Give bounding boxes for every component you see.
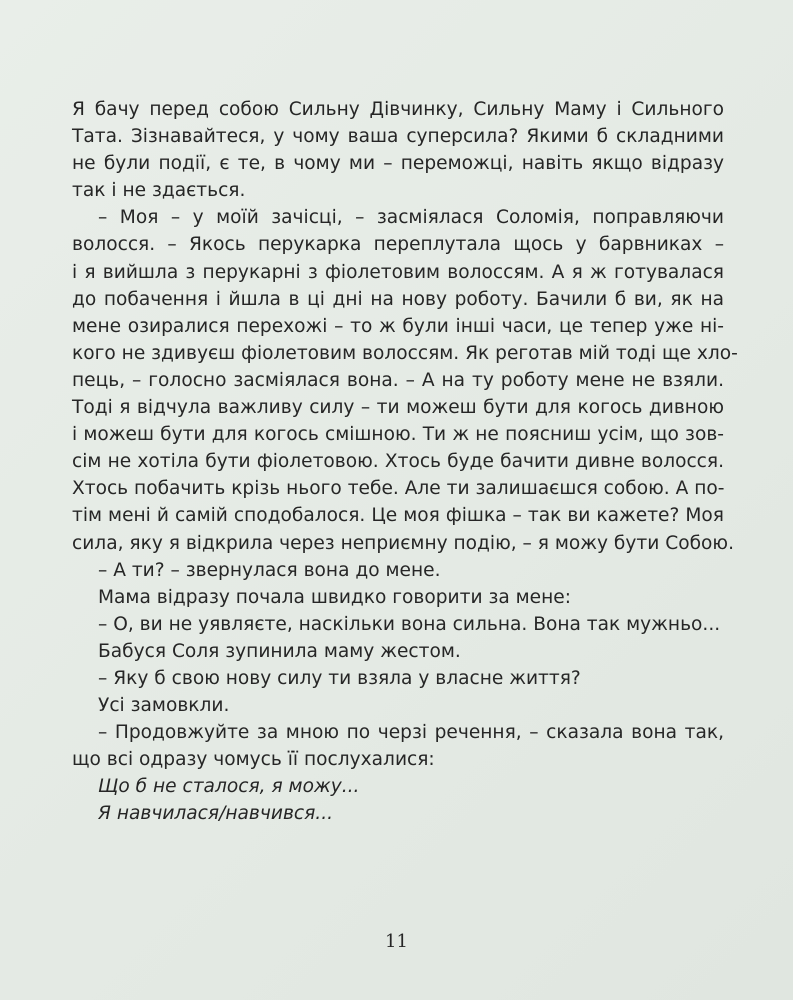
text-line: не були події, є те, в чому ми – переможці, навіть якщо відразу [72, 153, 724, 175]
text-line: Усі замовкли. [98, 695, 230, 717]
text-line: Я бачу перед собою Сильну Дівчинку, Сильну Маму і Сильного [72, 99, 724, 120]
text-line: і можеш бути для когось смішною. Ти ж не поясниш усім, що зов- [72, 424, 724, 446]
text-line: до побачення і йшла в ці дні на нову роботу. Бачили б ви, як на [72, 288, 724, 310]
text-line: так і не здається. [72, 180, 246, 202]
text-line: волосся. – Якось перукарка переплутала щось у барвниках – [72, 234, 724, 256]
text-line: – А ти? – звернулася вона до мене. [98, 559, 441, 581]
text-line: Бабуся Соля зупинила маму жестом. [98, 640, 461, 662]
page-number: 11 [385, 931, 408, 952]
text-line: кого не здивуєш фіолетовим волоссям. Як реготав мій тоді ще хло- [72, 342, 738, 364]
text-line: тім мені й самій сподобалося. Це моя фішка – так ви кажете? Моя [72, 505, 724, 527]
text-line: – О, ви не уявляєте, наскільки вона сильна. Вона так мужньо... [98, 613, 721, 635]
text-line: Хтось побачить крізь нього тебе. Але ти залишаєшся собою. А по- [72, 478, 725, 500]
text-line: що всі одразу чомусь її послухалися: [72, 749, 435, 771]
text-line: сім не хотіла бути фіолетовою. Хтось буде бачити дивне волосся. [72, 451, 724, 473]
text-line: – Яку б свою нову силу ти взяла у власне життя? [98, 667, 581, 689]
text-line: – Моя – у моїй зачісці, – засміялася Соломія, поправляючи [98, 207, 724, 229]
text-line: мене озиралися перехожі – то ж були інші часи, це тепер уже ні- [72, 315, 724, 337]
page-body-text [72, 96, 738, 828]
text-line: Тоді я відчула важливу силу – ти можеш бути для когось дивною [72, 397, 724, 419]
text-line: – Продовжуйте за мною по черзі речення, – сказала вона так, [98, 722, 724, 744]
text-line: Мама відразу почала швидко говорити за мене: [98, 586, 571, 608]
italic-prompt: Я навчилася/навчився... [98, 803, 334, 825]
text-line: сила, яку я відкрила через неприємну подію, – я можу бути Собою. [72, 532, 734, 554]
text-line: Тата. Зізнавайтеся, у чому ваша суперсила? Якими б складними [72, 126, 724, 148]
text-line: і я вийшла з перукарні з фіолетовим волоссям. А я ж готувалася [72, 261, 724, 283]
italic-prompt: Що б не сталося, я можу... [98, 776, 360, 798]
text-line: пець, – голосно засміялася вона. – А на ту роботу мене не взяли. [72, 369, 724, 391]
